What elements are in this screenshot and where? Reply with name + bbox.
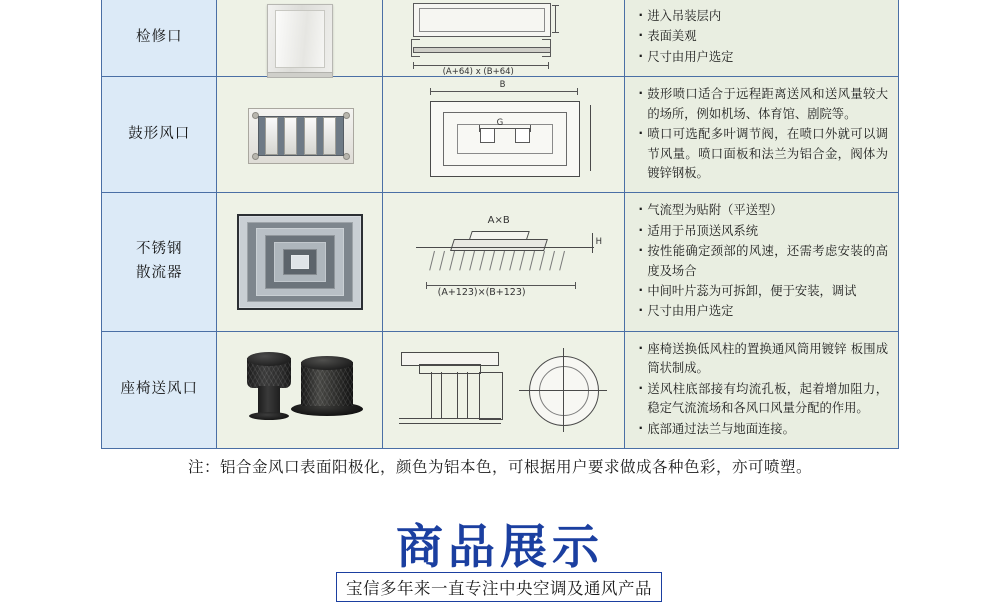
nozzle-frame <box>248 108 354 164</box>
description-block <box>625 193 898 331</box>
section-right-hook <box>542 39 551 57</box>
floor-line-2 <box>399 423 501 424</box>
description-block <box>625 332 898 448</box>
nozzle-slot <box>515 128 530 143</box>
product-name-line2: 散流器 <box>135 265 183 282</box>
dimension-label: (A+64) x (B+64) <box>442 66 514 77</box>
nozzle-slot <box>480 128 495 143</box>
row-drawing-cell <box>382 77 624 193</box>
section-subtitle-box <box>336 572 662 602</box>
seat-outlet-a-top <box>247 352 291 366</box>
width-dimension-line <box>413 65 549 66</box>
row-desc-cell <box>625 193 899 332</box>
row-photo-cell <box>217 0 382 77</box>
list-item: · 气流型为贴附（平送型） <box>637 201 888 220</box>
seat-outlet-b-top <box>301 356 353 370</box>
diffuser-plate-view <box>450 239 548 251</box>
row-name-cell <box>102 0 217 77</box>
row-drawing-cell <box>382 0 624 77</box>
blade <box>284 117 297 155</box>
list-item: · 适用于吊顶送风系统 <box>637 222 888 241</box>
row-desc-cell <box>625 0 899 77</box>
screw-icon <box>343 112 350 119</box>
seat-outlet-a-base <box>249 412 289 420</box>
seat-outlet-drawing <box>391 344 617 436</box>
ceiling-line <box>416 247 594 248</box>
plan-circle-view <box>529 356 599 426</box>
row-name-cell <box>102 77 217 193</box>
drum-nozzle-drawing <box>404 79 604 187</box>
dimension-label: H <box>595 237 603 248</box>
product-name: 鼓形风口 <box>128 125 191 142</box>
center-line-v <box>563 348 564 432</box>
section-bar <box>413 47 551 53</box>
table-row <box>102 331 899 448</box>
row-desc-cell <box>625 331 899 448</box>
dimension-label: (A+123)×(B+123) <box>437 287 526 299</box>
panel-section-view <box>413 43 549 55</box>
drum-nozzle-photo <box>225 96 375 174</box>
dimension-label: A×B <box>487 215 510 227</box>
table-row <box>102 193 899 332</box>
height-dimension-line <box>555 5 556 33</box>
g-dimension-line <box>479 128 531 129</box>
nozzle-outer-frame <box>430 101 580 177</box>
product-name <box>102 232 216 292</box>
list-item: · 表面美观 <box>637 27 888 46</box>
description-list <box>637 201 888 322</box>
access-panel-photo <box>225 2 375 74</box>
description-list <box>637 340 888 439</box>
row-photo-cell <box>217 331 382 448</box>
description-block <box>625 77 898 192</box>
list-item: · 喷口可选配多叶调节阀，在喷口外就可以调节风量。喷口面板和法兰为铝合金，阀体为镀锌钢板。 <box>637 125 888 183</box>
product-name: 检修口 <box>135 28 183 45</box>
panel-plan-view <box>413 3 551 37</box>
list-item: · 座椅送换低风柱的置换通风筒用镀锌 板围成筒状制成。 <box>637 340 888 379</box>
list-item: · 鼓形喷口适合于远程距离送风和送风量较大的场所，例如机场、体育馆、剧院等。 <box>637 85 888 124</box>
stainless-diffuser-photo <box>225 212 375 312</box>
side-section-view <box>479 372 503 420</box>
panel-plan-inner <box>419 8 545 32</box>
row-desc-cell <box>625 77 899 193</box>
seat-outlet-photo <box>225 342 375 438</box>
stainless-diffuser-drawing <box>396 213 612 311</box>
product-name: 座椅送风口 <box>120 381 198 397</box>
list-item: · 按性能确定颈部的风速，还需考虑安装的高度及场合 <box>637 242 888 281</box>
row-photo-cell <box>217 193 382 332</box>
list-item: · 尺寸由用户选定 <box>637 302 888 321</box>
panel-outer-frame <box>267 4 333 74</box>
description-list <box>637 85 888 183</box>
section-title: 商品展示 <box>396 520 604 575</box>
row-photo-cell <box>217 77 382 193</box>
duct-wall-left-inner <box>441 372 442 418</box>
airflow-hatching <box>430 251 570 273</box>
duct-wall-right-inner <box>457 372 458 418</box>
list-item: · 进入吊装层内 <box>637 7 888 26</box>
panel-inner-face <box>275 10 325 68</box>
diffuser-body <box>237 214 363 310</box>
list-item: · 尺寸由用户选定 <box>637 48 888 67</box>
blade <box>265 117 278 155</box>
screw-icon <box>343 153 350 160</box>
row-drawing-cell <box>382 331 624 448</box>
duct-wall-right <box>467 372 468 418</box>
dimension-label: B <box>499 79 506 90</box>
description-list <box>637 7 888 67</box>
section-subtitle: 宝信多年来一直专注中央空调及通风产品 <box>346 579 652 598</box>
list-item: · 底部通过法兰与地面连接。 <box>637 420 888 439</box>
height-dimension-line <box>590 105 591 171</box>
row-name-cell <box>102 193 217 332</box>
table-row <box>102 77 899 193</box>
product-name-line1: 不锈钢 <box>135 241 183 258</box>
access-panel-drawing <box>395 1 613 75</box>
dimension-label: G <box>496 117 504 128</box>
list-item: · 送风柱底部接有均流孔板，起着增加阻力，稳定气流流场和各风口风量分配的作用。 <box>637 380 888 419</box>
product-spec-table <box>101 0 899 449</box>
table-footnote: 注：铝合金风口表面阳极化，颜色为铝本色，可根据用户要求做成各种色彩，亦可喷塑。 <box>187 458 812 476</box>
blade <box>323 117 336 155</box>
diffuser-center <box>291 255 309 269</box>
description-block <box>625 0 898 76</box>
overall-dimension-line <box>426 285 576 286</box>
list-item: · 中间叶片蕊为可拆卸，便于安装，调试 <box>637 282 888 301</box>
transition-view <box>419 364 481 374</box>
section-left-hook <box>411 39 420 57</box>
panel-bottom-lip <box>267 72 333 78</box>
height-dimension-line <box>592 233 593 253</box>
row-name-cell <box>102 331 217 448</box>
row-drawing-cell <box>382 193 624 332</box>
b-dimension-line <box>430 91 578 92</box>
nozzle-blades <box>258 116 344 156</box>
blade <box>304 117 317 155</box>
table-row <box>102 0 899 77</box>
duct-wall-left <box>431 372 432 418</box>
